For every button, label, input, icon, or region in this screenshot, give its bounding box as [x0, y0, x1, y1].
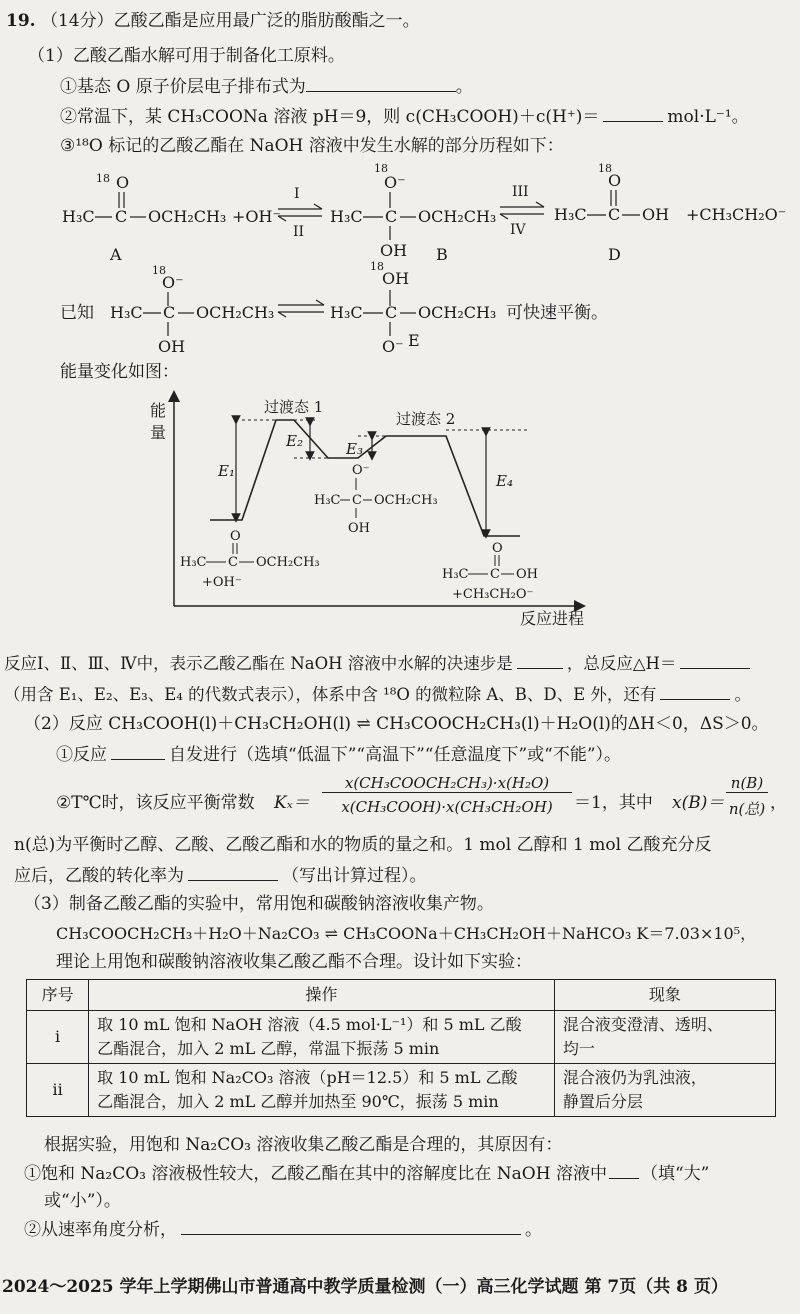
- energy-curve: [210, 420, 520, 536]
- molecule-b-copy: [110, 264, 274, 356]
- known-prefix: 已知: [60, 303, 94, 323]
- step-label-2: II: [293, 224, 305, 240]
- step-label-3: III: [512, 184, 529, 200]
- column-header: 现象: [554, 980, 775, 1011]
- row-number: ii: [27, 1064, 89, 1117]
- label-e: E: [408, 331, 420, 350]
- svg-text:OCH₂CH₃: OCH₂CH₃: [256, 555, 320, 570]
- question-number: 19.: [6, 11, 36, 31]
- svg-text:OH: OH: [348, 521, 370, 536]
- ethoxy-group: OCH₂CH₃: [148, 207, 227, 226]
- svg-text:H₃C: H₃C: [314, 493, 341, 508]
- part1-q3: ③¹⁸O 标记的乙酸乙酯在 NaOH 溶液中发生水解的部分历程如下：: [60, 136, 564, 156]
- experiment-table: [26, 979, 776, 1117]
- answer-blank[interactable]: [609, 1162, 639, 1179]
- part3-r1: ①饱和 Na₂CO₃ 溶液极性较大，乙酸乙酯在其中的溶解度比在 NaOH 溶液中 （填“大”: [24, 1164, 710, 1184]
- operation-cell: 取 10 mL 饱和 Na₂CO₃ 溶液（pH＝12.5）和 5 mL 乙酸 乙酯混合，加入 2 mL 乙醇并加热至 90℃，振荡 5 min: [89, 1064, 555, 1117]
- phenomenon-cell: 混合液仍为乳浊液， 静置后分层: [554, 1064, 775, 1117]
- svg-text:OH: OH: [516, 567, 538, 582]
- svg-text:O⁻: O⁻: [162, 273, 184, 292]
- label-b: B: [436, 245, 448, 264]
- ts1-label: 过渡态 1: [264, 398, 324, 416]
- svg-text:OH: OH: [642, 205, 670, 224]
- svg-text:C: C: [608, 205, 621, 224]
- svg-text:H₃C: H₃C: [442, 567, 469, 582]
- reactant-hydroxide: +OH⁻: [202, 575, 242, 590]
- reactant-structure: [180, 529, 320, 590]
- page-footer: 2024～2025 学年上学期佛山市普通高中教学质量检测（一）高三化学试题 第 7页（共 8 页）: [2, 1277, 728, 1297]
- svg-text:OCH₂CH₃: OCH₂CH₃: [196, 303, 275, 322]
- part2-heading: （2）反应 CH₃COOH(l)＋CH₃CH₂OH(l) ⇌ CH₃COOCH₂CH₃(l)＋H₂O(l)的ΔH＜0，ΔS＞0。: [24, 714, 769, 734]
- energy-diagram: [140, 390, 640, 630]
- atom-o: O: [116, 173, 130, 192]
- equilibrium-arrow-3-4: [500, 184, 544, 238]
- ethoxide: +CH₃CH₂O⁻: [686, 205, 787, 224]
- column-header: 序号: [27, 980, 89, 1011]
- equilibrium-arrow-1-2: [278, 186, 322, 240]
- svg-text:18: 18: [370, 260, 384, 273]
- part2-q1: ①反应 自发进行（选填“低温下”“高温下”“任意温度下”或“不能”）。: [56, 745, 622, 765]
- x-axis-label: 反应进程: [520, 609, 585, 628]
- y-axis-label: 量: [150, 423, 167, 442]
- svg-text:OCH₂CH₃: OCH₂CH₃: [418, 303, 497, 322]
- svg-text:C: C: [385, 207, 398, 226]
- part1-q2-unit: mol·L⁻¹。: [667, 107, 749, 127]
- part3-heading: （3）制备乙酸乙酯的实验中，常用饱和碳酸钠溶液收集产物。: [24, 894, 494, 914]
- part1-text: 乙酸乙酯水解可用于制备化工原料。: [72, 46, 345, 66]
- svg-text:O⁻: O⁻: [352, 463, 370, 478]
- svg-text:O: O: [608, 171, 622, 190]
- e3-label: E₃: [346, 440, 363, 458]
- table-row: [27, 1064, 776, 1117]
- label-d: D: [608, 245, 621, 264]
- fraction-denominator: x(CH₃COOH)·x(CH₃CH₂OH): [341, 798, 553, 816]
- svg-text:H₃C: H₃C: [330, 207, 363, 226]
- part2-q2-line3: 应后，乙酸的转化率为 （写出计算过程）。: [14, 866, 427, 886]
- ts2-label: 过渡态 2: [396, 410, 456, 428]
- product-ethoxide: +CH₃CH₂O⁻: [452, 587, 534, 602]
- question-header: [6, 10, 420, 32]
- svg-text:18: 18: [374, 162, 388, 175]
- svg-text:H₃C: H₃C: [330, 303, 363, 322]
- answer-blank[interactable]: [306, 75, 456, 92]
- answer-blank[interactable]: [111, 743, 165, 760]
- answer-blank[interactable]: [603, 105, 663, 122]
- atom-o-minus: O⁻: [384, 173, 406, 192]
- part3-r2: ②从速率角度分析， 。: [24, 1220, 542, 1240]
- fraction-numerator: x(CH₃COOCH₂CH₃)·x(H₂O): [322, 774, 572, 793]
- svg-text:H₃C: H₃C: [554, 205, 587, 224]
- svg-text:C: C: [352, 493, 362, 508]
- molecule-b: [330, 162, 496, 264]
- y-axis-label: 能: [150, 401, 167, 420]
- part1-rate-question: 反应Ⅰ、Ⅱ、Ⅲ、Ⅳ中，表示乙酸乙酯在 NaOH 溶液中水解的决速步是 ，总反应△H＝: [4, 652, 750, 675]
- part1-heading: [28, 45, 345, 67]
- methyl: H₃C: [62, 207, 95, 226]
- table-header-row: [27, 980, 776, 1011]
- carbon: C: [115, 207, 128, 226]
- label-a: A: [110, 245, 122, 264]
- fast-equilibrium-note: 可快速平衡。: [506, 303, 608, 323]
- step-label-4: IV: [510, 222, 526, 238]
- svg-text:C: C: [228, 555, 238, 570]
- energy-intro: 能量变化如图：: [60, 362, 179, 382]
- part1-q2: [60, 105, 749, 128]
- svg-text:18: 18: [598, 162, 612, 175]
- svg-text:O: O: [492, 541, 503, 556]
- part1-q1: [60, 75, 473, 98]
- part3-design: 理论上用饱和碳酸钠溶液收集乙酸乙酯不合理。设计如下实验：: [56, 952, 532, 972]
- equilibrium-arrow: [278, 300, 324, 317]
- svg-text:H₃C: H₃C: [110, 303, 143, 322]
- product-structure: [442, 541, 538, 602]
- part1-q1-end: 。: [455, 77, 473, 97]
- svg-text:C: C: [163, 303, 176, 322]
- molecule-d: [554, 162, 786, 264]
- part1-q1-text: ①基态 O 原子价层电子排布式为: [60, 77, 306, 97]
- answer-blank[interactable]: [181, 1218, 521, 1235]
- molecule-e: [330, 260, 496, 356]
- table-row: [27, 1011, 776, 1064]
- part2-q2-line2: n(总)为平衡时乙醇、乙酸、乙酸乙酯和水的物质的量之和。1 mol 乙醇和 1 mol 乙酸充分反: [14, 835, 712, 855]
- part1-q2-text: ②常温下，某 CH₃COONa 溶液 pH＝9，则 c(CH₃COOH)＋c(H⁺)＝: [60, 107, 600, 127]
- answer-blank[interactable]: [188, 864, 278, 881]
- svg-text:O⁻: O⁻: [382, 337, 404, 356]
- answer-blank[interactable]: [680, 652, 750, 669]
- e1-label: E₁: [218, 462, 235, 480]
- known-equilibrium: [0, 258, 800, 358]
- intermediate-structure: [314, 463, 438, 536]
- column-header: 操作: [89, 980, 555, 1011]
- step-label-1: I: [294, 186, 300, 202]
- hydroxide: +OH⁻: [232, 207, 281, 226]
- part1-isotope-question: （用含 E₁、E₂、E₃、E₄ 的代数式表示），体系中含 ¹⁸O 的微粒除 A、B、D、E 外，还有 。: [4, 685, 751, 704]
- part1-label: （1）: [28, 46, 73, 66]
- part3-reaction: CH₃COOCH₂CH₃＋H₂O＋Na₂CO₃ ⇌ CH₃COONa＋CH₃CH₂OH＋NaHCO₃ K＝7.03×10⁵，: [56, 924, 757, 943]
- svg-text:OH: OH: [158, 337, 186, 356]
- question-intro: 乙酸乙酯是应用最广泛的脂肪酸酯之一。: [113, 11, 420, 31]
- e4-label: E₄: [496, 472, 513, 490]
- answer-blank[interactable]: [660, 683, 730, 700]
- svg-text:OCH₂CH₃: OCH₂CH₃: [418, 207, 497, 226]
- svg-text:OCH₂CH₃: OCH₂CH₃: [374, 493, 438, 508]
- svg-text:C: C: [490, 567, 500, 582]
- part3-r1-line2: 或“小”）。: [44, 1191, 121, 1211]
- svg-text:H₃C: H₃C: [180, 555, 207, 570]
- svg-text:O: O: [230, 529, 241, 544]
- part3-reason-intro: 根据实验，用饱和 Na₂CO₃ 溶液收集乙酸乙酯是合理的，其原因有：: [44, 1135, 563, 1155]
- hydroxyl: OH: [380, 241, 408, 260]
- svg-text:OH: OH: [382, 269, 410, 288]
- iso-label: 18: [96, 172, 110, 185]
- phenomenon-cell: 混合液变澄清、透明、 均一: [554, 1011, 775, 1064]
- row-number: i: [27, 1011, 89, 1064]
- question-score: （14分）: [40, 11, 114, 31]
- e2-label: E₂: [286, 432, 303, 450]
- svg-text:18: 18: [152, 264, 166, 277]
- molecule-a: [62, 172, 281, 264]
- operation-cell: 取 10 mL 饱和 NaOH 溶液（4.5 mol·L⁻¹）和 5 mL 乙酸 乙酯混合，加入 2 mL 乙醇，常温下振荡 5 min: [89, 1011, 555, 1064]
- svg-text:C: C: [385, 303, 398, 322]
- answer-blank[interactable]: [517, 652, 563, 669]
